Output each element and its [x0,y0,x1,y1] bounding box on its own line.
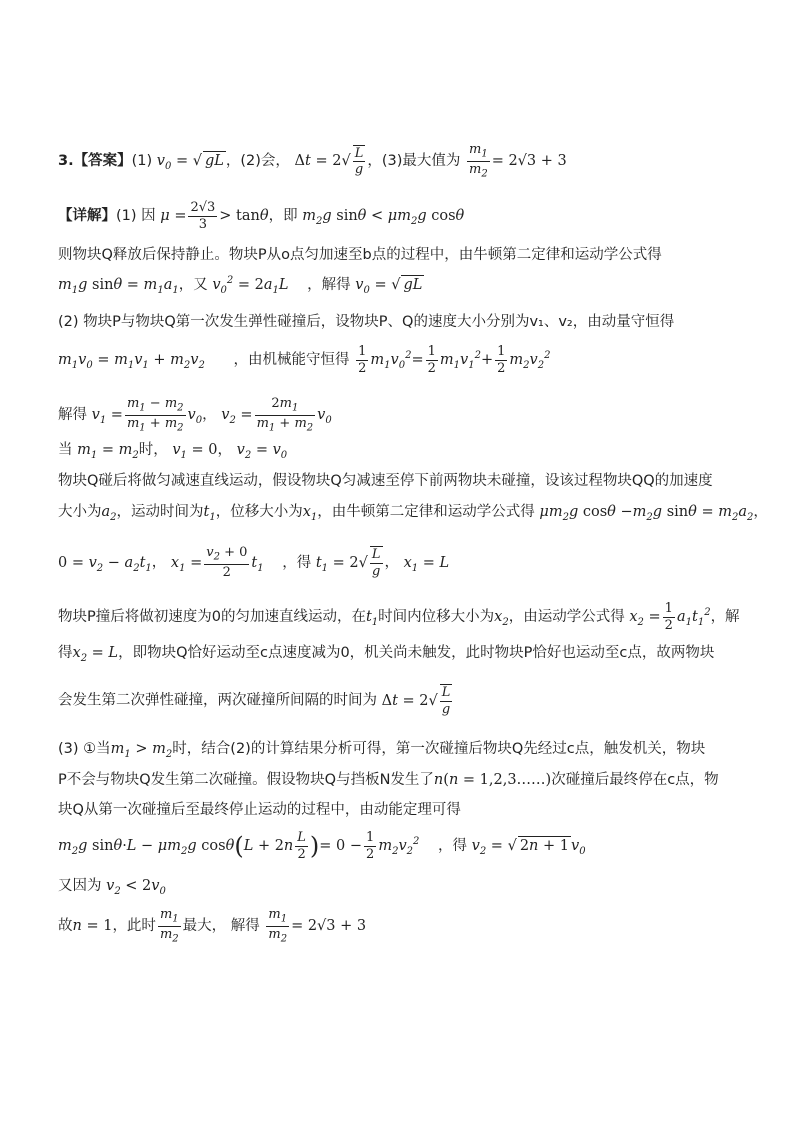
text-segment: ，由牛顿第二定律和运动学公式得 [317,504,535,520]
detail-line-12 [58,644,760,665]
text-segment: ，又 [178,277,208,293]
formula-inequality: $m_2g$ $\sin\theta < \mu m_2g$ cosθ [302,208,465,227]
text-segment: ，即物块Q恰好运动至c点速度减为0，机关尚未触发，此时物块P恰好也运动至c点，故两物块 [118,645,715,661]
formula-energy: $\frac{1}{2}$ $m_1v_0^2=$ $\frac{1}{2}$ $m_1v_1^2+$ $\frac{1}{2}$ $m_2v_2^2$ [358,344,551,376]
formula-v0-result: $v_0$ = √ gL [355,277,423,296]
formula-delta-t: Δt = 2√ $\frac{L}{g}$ [294,145,364,178]
symbol-x2: $x_2$ [494,609,509,628]
detail-line-13 [58,684,760,717]
text-segment: 会发生第二次弹性碰撞，两次碰撞所间隔的时间为 [58,692,377,709]
answer-part1-label: (1) [131,153,153,170]
text-segment: (1) 因 [116,208,156,225]
text-segment: ，由机械能守恒得 [233,352,350,369]
text-segment: ，解得 [307,277,351,293]
formula-v2-bound: $v_2 < 2v_0$ [106,878,166,897]
detail-line-19 [58,907,760,945]
text-segment: 时间内位移大小为 [378,609,495,626]
detail-line-7 [58,441,760,462]
text-segment: 又因为 [58,878,102,894]
text-segment: ，由运动学公式得 [508,609,625,626]
formula-newton-p: $m_1g$ $\sin\theta = m_1a_1$ [58,277,179,296]
formula-ratio-symbol: $\frac{m_1}{m_2}$ [159,907,179,945]
detail-line-15 [58,771,760,789]
text-segment: 大小为 [58,504,102,520]
text-segment: ，位移大小为 [215,504,303,520]
answer-part2-label: ，(2)会， [225,153,290,170]
formula-mu: μ = $\frac{2√3}{3}$ > tanθ [160,200,269,232]
answer-part3-label: ，(3)最大值为 [367,153,461,170]
text-segment: ， [202,407,217,424]
symbol-x1: $x_1$ [302,504,318,523]
text-segment: ，此时 [112,918,156,935]
formula-x2: $x_2$ = $\frac{1}{2}$ $a_1t_1^2$ [629,601,711,633]
formula-n-one: n = 1 [72,918,113,935]
formula-work-energy: $m_2g$ $\sin\theta\cdot L - \mu m_2g$ cosθ(L + 2n $\frac{L}{2}$ )= 0 − $\frac{1}{2}$ $m_2v_2^2$ [58,830,420,862]
text-segment: 当 [58,442,73,458]
formula-x1-L: $x_1 = L$ [403,554,450,574]
detail-line-1 [58,200,760,232]
formula-v2: $v_2$ = $\frac{2m_1}{m_1 + m_2}$ $v_0$ [221,396,332,434]
formula-kinematics: $v_0^2 = 2a_1L$ [212,275,289,296]
formula-ratio-result: $\frac{m_1}{m_2}$ = 2√3 + 3 [268,907,367,945]
text-segment: ，得 [438,838,467,855]
symbol-t1: $t_1$ [365,609,379,628]
answer-heading: 3.【答案】 [58,153,132,170]
formula-x2-L: $x_2 = L$ [72,645,119,664]
symbol-t1: $t_1$ [203,504,216,523]
text-segment: 物块P撞后将做初速度为0的匀加速直线运动，在 [58,609,366,626]
detail-line-11 [58,601,760,633]
text-segment: ，即 [268,208,298,225]
formula-momentum: $m_1v_0 = m_1v_1 + m_2v_2$ [58,352,205,371]
formula-deceleration: $0 = v_2 - a_2t_1$ [58,554,152,574]
text-segment: ，解 [710,609,740,626]
detail-line-3 [58,275,760,297]
formula-equal-mass: $m_1 = m_2$ [77,442,139,461]
detail-line-2: 则物块Q释放后保持静止。物块P从o点匀加速至b点的过程中，由牛顿第二定律和运动学公式得 [58,247,662,263]
text-segment: ，运动时间为 [116,504,204,520]
formula-t1: $t_1 = 2√$ $\frac{L}{g}$ [315,547,381,579]
formula-v2-result: $v_2$ = √ 2n + 1 $v_0$ [471,838,586,857]
detail-line-14 [58,740,760,761]
detail-line-8: 物块Q碰后将做匀减速直线运动，假设物块Q匀减速至停下前两物块未碰撞，设该过程物块QQ的加速度 [58,473,713,489]
text-segment: ，得 [282,554,312,571]
answer-line [58,142,760,180]
detail-heading: 【详解】 [58,208,116,225]
text-segment: 次碰撞后最终停在c点，物 [551,772,719,788]
detail-line-16: 块Q从第一次碰撞后至最终停止运动的过程中，由动能定理可得 [58,802,461,818]
text-segment: ， [151,554,167,571]
detail-line-6 [58,396,760,434]
formula-n-range: n(n = 1,2,3……) [433,772,552,788]
formula-v2-v0: $v_2 = v_0$ [236,442,288,461]
text-segment: ， [384,554,399,571]
text-segment: P不会与物块Q发生第二次碰撞。假设物块Q与挡板N发生了 [58,772,434,788]
symbol-a2: $a_2$ [101,504,117,523]
text-segment: ， [217,442,233,458]
text-segment: 最大， 解得 [182,918,260,935]
text-segment: 得 [58,645,73,661]
text-segment: 解得 [58,407,87,424]
text-segment: 时， [138,442,168,458]
formula-v1-zero: $v_1 = 0$ [172,442,218,461]
formula-v1: $v_1$ = $\frac{m_1 - m_2}{m_1 + m_2}$ $v_0$ [91,396,203,434]
formula-mass-ratio: $\frac{m_1}{m_2}$ = 2√3 + 3 [469,142,567,180]
detail-line-10 [58,545,760,580]
detail-line-17 [58,830,760,862]
formula-newton-q: $\mu m_2g$ $\cos\theta -m_2g$ $\sin\theta = m_2a_2$ [539,504,754,523]
formula-x1-avg: $x_1$ = $\frac{v_2 + 0}{2}$ $t_1$ [170,545,264,580]
detail-line-5 [58,344,760,376]
formula-delta-t-result: Δt = 2√ $\frac{L}{g}$ [381,685,451,717]
text-segment: 时，结合(2)的计算结果分析可得，第一次碰撞后物块Q先经过c点，触发机关，物块 [172,741,706,757]
detail-line-4: (2) 物块P与物块Q第一次发生弹性碰撞后，设物块P、Q的速度大小分别为v₁、v₂，由动量守恒得 [58,314,675,330]
text-segment: 故 [58,918,73,935]
formula-m1-gt-m2: $m_1 > m_2$ [110,741,173,760]
detail-line-18 [58,877,760,898]
text-segment: (3) ①当 [58,741,111,757]
formula-v0: $v_0$ = √ gL [156,153,224,172]
detail-line-9: 大小为$a_2$，运动时间为$t_1$，位移大小为$x_1$，由牛顿第二定律和运动学公式得 $\mu m_2g$ $\cos\theta -m_2g$ $\sin\theta = m_2a_2$， [58,504,768,523]
